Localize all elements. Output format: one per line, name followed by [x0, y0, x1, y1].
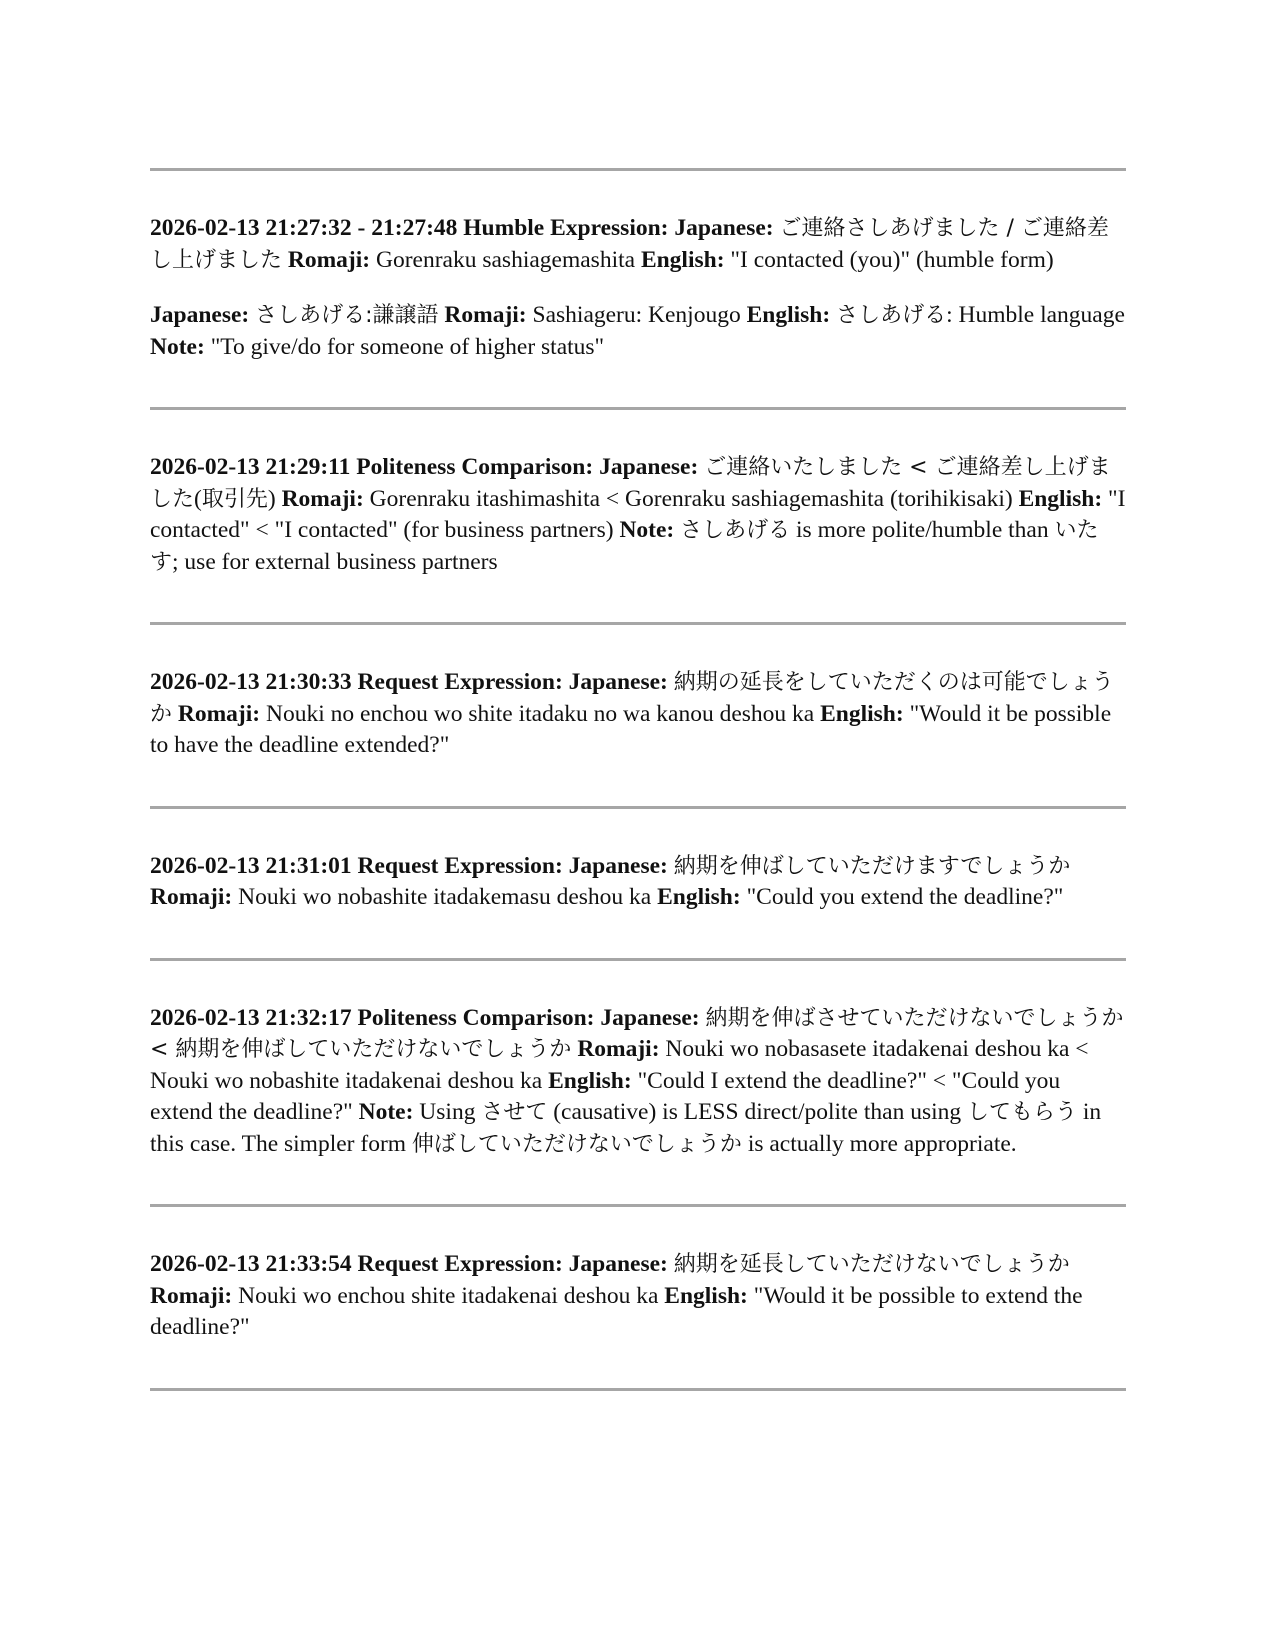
entry-heading: 2026-02-13 21:32:17 Politeness Comparison: Japanese: — [150, 1004, 700, 1031]
entry — [150, 171, 1126, 407]
romaji-label: Romaji: — [177, 700, 261, 727]
english-label: English: — [548, 1067, 632, 1094]
entry-paragraph — [150, 1249, 1126, 1344]
entry-heading: 2026-02-13 21:31:01 Request Expression: Japanese: — [150, 852, 668, 879]
romaji-label: Romaji: — [577, 1036, 660, 1062]
romaji-text: Nouki wo nobashite itadakemasu deshou ka — [232, 884, 658, 910]
romaji-text: Gorenraku sashiagemashita — [370, 246, 641, 273]
japanese-text: いたす — [150, 518, 1099, 575]
romaji-label: Romaji: — [281, 485, 364, 512]
entry — [150, 961, 1126, 1205]
entry-heading: 2026-02-13 21:33:54 Request Expression: Japanese: — [150, 1251, 668, 1277]
english-text: "Would it be possible to have the deadline extended?" — [150, 700, 1112, 758]
entry — [150, 809, 1126, 958]
divider — [150, 1388, 1126, 1391]
english-label: English: — [820, 700, 904, 727]
entry-paragraph — [150, 1003, 1126, 1161]
entry — [150, 625, 1126, 806]
english-text: : Humble language — [946, 302, 1125, 328]
entry — [150, 1207, 1126, 1388]
japanese-text: させて — [481, 1100, 548, 1125]
romaji-label: Romaji: — [287, 246, 371, 273]
romaji-text: Nouki wo nobasasete itadakenai deshou ka < Nouki wo nobashite itadakenai deshou ka — [150, 1036, 1089, 1094]
japanese-text: 伸ばしていただけないでしょうか — [411, 1131, 742, 1157]
japanese-text: 納期を伸ばしていただけますでしょうか — [673, 853, 1071, 879]
english-label: English: — [640, 246, 725, 273]
note-text: is actually more appropriate. — [741, 1130, 1017, 1157]
japanese-text: 納期の延長をしていただくのは可能でしょうか — [150, 670, 1114, 727]
note-text: "To give/do for someone of higher status" — [204, 333, 605, 360]
romaji-text: Nouki wo enchou shite itadakenai deshou ka — [232, 1282, 665, 1309]
entry-heading: 2026-02-13 21:29:11 Politeness Comparison: Japanese: — [150, 454, 699, 480]
english-label: English: — [657, 884, 741, 910]
note-text: (causative) is LESS direct/polite than using — [547, 1099, 967, 1125]
japanese-text: 納期を延長していただけないでしょうか — [673, 1252, 1070, 1277]
entry-paragraph — [150, 851, 1126, 914]
note-label: Note: — [619, 517, 675, 543]
japanese-text: 納期を伸ばさせていただけないでしょうか < 納期を伸ばしていただけないでしょうか — [150, 1005, 1124, 1062]
romaji-text: Nouki no enchou wo shite itadaku no wa kanou deshou ka — [260, 700, 821, 727]
english-text: "I contacted (you)" (humble form) — [724, 246, 1054, 273]
romaji-text: Sashiageru: Kenjougo — [526, 302, 747, 328]
japanese-text: してもらう — [967, 1100, 1078, 1125]
romaji-label: Romaji: — [150, 1282, 233, 1309]
romaji-label: Romaji: — [444, 302, 527, 328]
note-label: Note: — [358, 1099, 414, 1125]
entry — [150, 410, 1126, 622]
english-text: "I contacted" < "I contacted" (for business partners) — [150, 485, 1126, 543]
english-label: English: — [1018, 485, 1103, 512]
japanese-label: Japanese: — [150, 302, 250, 328]
japanese-text: 取引先 — [201, 486, 268, 512]
entry-paragraph: 2026-02-13 21:29:11 Politeness Comparison: Japanese: ご連絡いたしました < ご連絡差し上げました(取引先) Romaji: Gorenraku itashimashita < Gorenraku sashiagemashita (torihikisaki) English: "I contacted" < "I contacted" (for business partners) Note: さしあげる is more polite/humble than いたす; use for external business partners — [150, 454, 1126, 575]
english-text: "Could you extend the deadline?" — [740, 884, 1064, 910]
entry-paragraph — [150, 213, 1126, 276]
english-label: English: — [664, 1282, 748, 1309]
japanese-text: ご連絡さしあげました / ご連絡差し上げました — [150, 216, 1109, 273]
note-text: is more polite/humble than — [790, 517, 1055, 543]
japanese-text: さしあげる:謙譲語 — [255, 303, 439, 328]
romaji-text: Gorenraku itashimashita < Gorenraku sashiagemashita (torihikisaki) — [363, 485, 1019, 512]
japanese-text: ご連絡いたしました < ご連絡差し上げました — [150, 455, 1111, 512]
english-text: "Would it be possible to extend the deadline?" — [150, 1282, 1083, 1340]
entry-paragraph — [150, 667, 1126, 762]
entry-heading: 2026-02-13 21:30:33 Request Expression: Japanese: — [150, 669, 668, 695]
note-text: Using — [413, 1099, 482, 1125]
entry-heading: 2026-02-13 21:27:32 - 21:27:48 Humble Expression: Japanese: — [150, 215, 774, 241]
entry-paragraph — [150, 300, 1126, 363]
japanese-text: さしあげる — [680, 518, 791, 543]
japanese-text: さしあげる — [836, 303, 947, 328]
english-text: "Could I extend the deadline?" < "Could you extend the deadline?" — [150, 1067, 1061, 1125]
romaji-label: Romaji: — [150, 884, 233, 910]
note-text: ; use for external business partners — [172, 548, 498, 575]
note-label: Note: — [150, 333, 205, 360]
english-label: English: — [746, 302, 831, 328]
note-text: in this case. The simpler form — [150, 1099, 1102, 1157]
document-page — [150, 168, 1126, 1391]
